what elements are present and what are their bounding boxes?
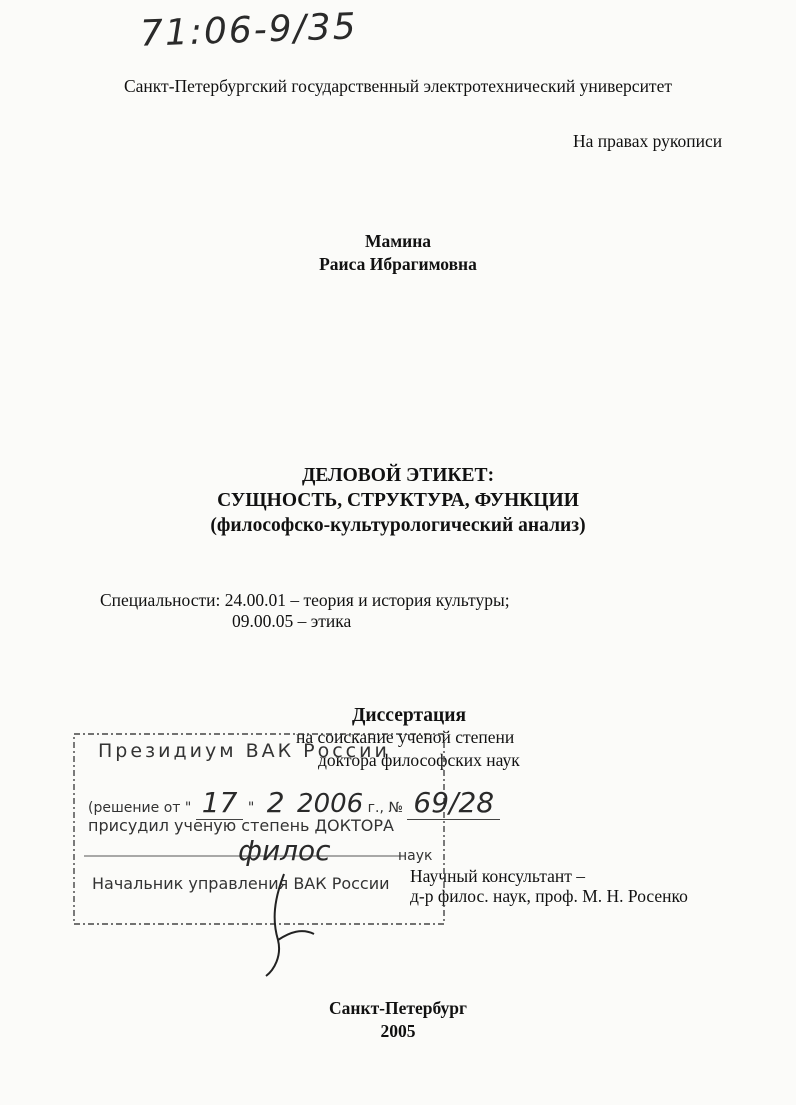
dissertation-degree-line-2: доктора философских наук (318, 750, 520, 770)
title-line-1: ДЕЛОВОЙ ЭТИКЕТ: (301, 465, 495, 486)
stamp-decision-month: 2 (266, 786, 285, 819)
consultant-line-2: д-р филос. наук, проф. М. Н. Росенко (410, 886, 688, 906)
stamp-decision-prefix: (решение от " (88, 800, 192, 816)
stamp-awarded-line: присудил ученую степень ДОКТОРА (88, 816, 394, 835)
stamp-decision-year: 2006 (297, 789, 364, 819)
vak-stamp (72, 730, 495, 930)
author-surname: Мамина (364, 231, 432, 251)
stamp-science-suffix: наук (398, 848, 433, 864)
stamp-head-line: Начальник управления ВАК России (92, 874, 390, 893)
title-line-3: (философско-культурологический анализ) (210, 515, 586, 536)
stamp-decision-quote: " (247, 800, 255, 816)
stamp-title: Президиум ВАК России (98, 740, 390, 762)
signature-mark (244, 870, 324, 980)
manuscript-note: На правах рукописи (573, 131, 723, 151)
stamp-science-handwritten: филос (238, 834, 331, 867)
footer-city: Санкт-Петербург (329, 998, 467, 1018)
stamp-decision-number: 69/28 (407, 786, 500, 820)
stamp-decision-number-label: г., № (367, 800, 403, 816)
consultant-line-1: Научный консультант – (410, 866, 585, 886)
dissertation-heading: Диссертация (352, 705, 467, 726)
stamp-decision-day: 17 (196, 786, 244, 820)
specialties-line-2: 09.00.05 – этика (232, 611, 352, 631)
footer-year: 2005 (380, 1021, 416, 1041)
university-name: Санкт-Петербургский государственный электротехнический университет (123, 76, 672, 96)
author-given-names: Раиса Ибрагимовна (319, 254, 477, 274)
title-line-2: СУЩНОСТЬ, СТРУКТУРА, ФУНКЦИИ (217, 490, 579, 511)
specialties-line-1: Специальности: 24.00.01 – теория и история культуры; (100, 590, 510, 610)
handwritten-archive-code: 71:06-9/35 (139, 6, 359, 55)
dissertation-degree-line-1: на соискание ученой степени (296, 727, 515, 747)
stamp-decision-line (88, 786, 500, 819)
